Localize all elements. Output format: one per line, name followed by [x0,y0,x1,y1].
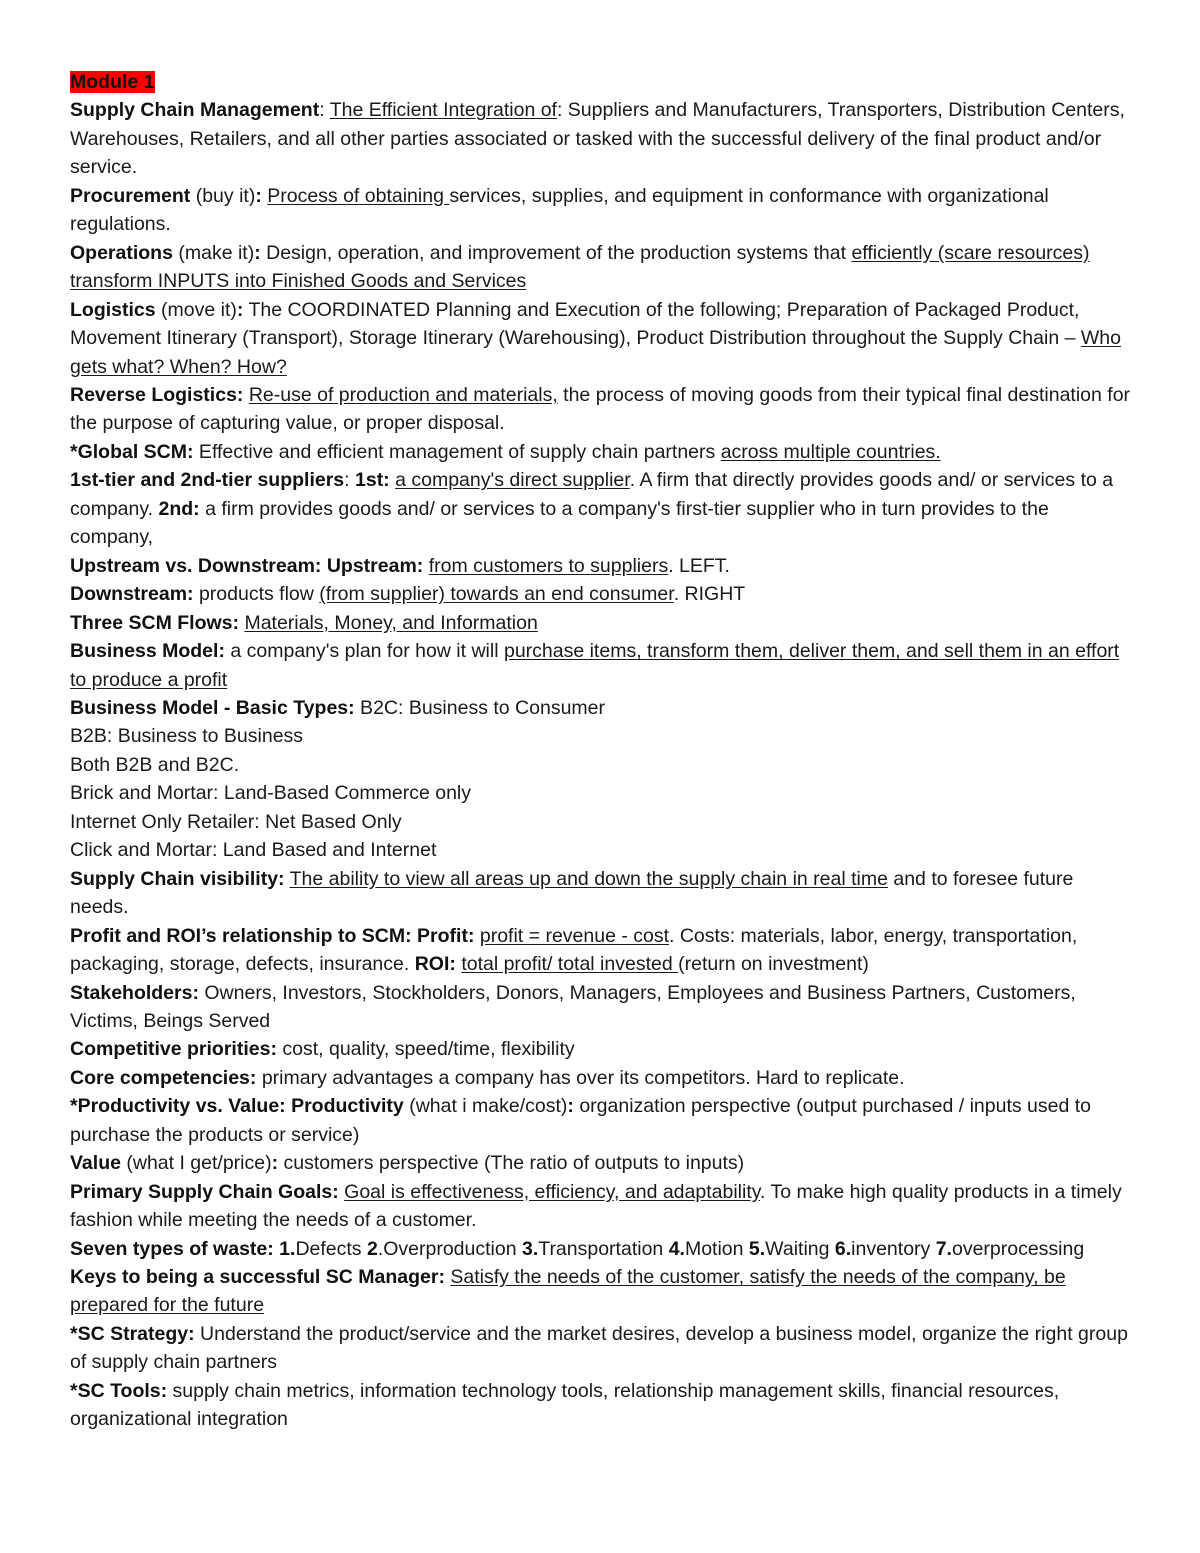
note-paragraph [70,836,1135,864]
bold-term: Value [70,1152,121,1175]
bold-term: *Productivity vs. Value: Productivity [70,1095,404,1118]
note-paragraph [70,182,1135,239]
text-run: Effective and efficient management of supply chain partners [193,440,721,463]
underlined-text: Re-use of production and materials, [248,383,558,406]
bold-term: Supply Chain Management [70,99,320,122]
document-page [70,68,1135,1434]
bold-term: Upstream vs. Downstream: Upstream: [70,554,424,577]
bold-term: : [271,1152,279,1175]
bold-term: : [567,1095,574,1118]
note-paragraph [70,239,1135,296]
text-run: the process of moving goods from their typical final destination for the purpose of capturing value, or proper disposal. [70,383,1131,435]
text-run: services, supplies, and equipment in conformance with organizational regulations. [70,184,1049,236]
note-paragraph [70,1149,1135,1177]
text-run: Owners, Investors, Stockholders, Donors, Managers, Employees and Business Partners, Customers, Victims, Beings Served [70,981,1076,1032]
bold-term: 5. [748,1237,766,1260]
text-run: organization perspective (output purchased / inputs used to purchase the products or service) [70,1095,1091,1146]
text-run: Design, operation, and improvement of the production systems that [260,241,852,264]
note-paragraph [70,1064,1135,1092]
text-run: products flow [193,583,320,606]
text-run: Defects [295,1237,367,1260]
note-paragraph [70,751,1135,779]
underlined-text: (from supplier) towards an end consumer [319,583,674,606]
text-run: : [344,469,355,492]
bold-term: Reverse Logistics: [70,383,244,406]
note-paragraph [70,694,1135,722]
note-paragraph [70,779,1135,807]
underlined-text: purchase items, transform them, deliver them, and sell them in an effort to produce a profit [70,640,1120,691]
note-paragraph [70,96,1135,181]
text-run: B2B: Business to Business [70,725,304,748]
bold-term: Seven types of waste: [70,1237,274,1260]
module-heading-line [70,68,1135,96]
text-run: primary advantages a company has over its competitors. Hard to replicate. [256,1066,905,1089]
bold-term: : [254,241,261,264]
module-heading: Module 1 [70,71,155,93]
bold-term: *SC Strategy: [70,1322,195,1345]
bold-term: 1st: [355,469,390,492]
note-paragraph [70,296,1135,381]
bold-term: 6. [834,1237,852,1260]
bold-term: Operations [70,241,173,264]
note-paragraph [70,865,1135,922]
note-paragraph [70,1178,1135,1235]
text-run: . A firm that directly provides goods and/ or services to a company. [70,469,1114,520]
text-run: customers perspective (The ratio of outputs to inputs) [278,1152,745,1175]
text-run: (what I get/price) [120,1152,272,1175]
underlined-text: Process of obtaining [267,184,450,207]
note-paragraph [70,381,1135,438]
bold-term: *SC Tools: [70,1379,168,1402]
underlined-text: Who gets what? When? How? [70,327,1121,378]
bold-term: Downstream: [70,583,194,606]
note-paragraph [70,722,1135,750]
bold-term: Competitive priorities: [70,1038,277,1061]
bold-term: : [255,184,262,207]
text-run: (make it) [172,241,255,264]
bold-term: Core competencies: [70,1066,257,1089]
text-run: . Costs: materials, labor, energy, transportation, packaging, storage, defects, insurance. [70,924,1078,976]
note-paragraph [70,637,1135,694]
underlined-text: Goal is effectiveness, efficiency, and adaptability [344,1180,761,1203]
text-run: B2C: Business to Consumer [354,696,605,719]
text-run: . RIGHT [673,583,746,606]
note-paragraph [70,1235,1135,1263]
bold-term: 4. [668,1237,685,1260]
note-paragraph [70,1377,1135,1434]
text-run: Internet Only Retailer: Net Based Only [70,810,402,833]
text-run: Transportation [538,1237,669,1260]
text-run: Brick and Mortar: Land-Based Commerce only [70,782,471,805]
bold-term: Business Model: [70,640,225,663]
text-run: The COORDINATED Planning and Execution of the following; Preparation of Packaged Product, Movement Itinerary (Transport), Storage Itinerary (Warehousing), Product Distribution throughout the Supply Chain – [70,298,1081,350]
bold-term: ROI: [414,953,456,976]
bold-term: Supply Chain visibility: [70,867,285,890]
notes-body [70,96,1135,1433]
note-paragraph [70,609,1135,637]
note-paragraph [70,438,1135,466]
text-run: cost, quality, speed/time, flexibility [276,1038,575,1061]
text-run: overprocessing [951,1237,1085,1260]
text-run: (buy it) [190,184,256,207]
note-paragraph [70,580,1135,608]
text-run: (move it) [155,298,237,321]
text-run: inventory [851,1237,936,1260]
underlined-text: The ability to view all areas up and down the supply chain in real time [289,867,888,890]
underlined-text: Satisfy the needs of the customer, satisfy the needs of the company, be prepared for the future [70,1266,1066,1317]
underlined-text: from customers to suppliers [428,554,669,577]
bold-term: Stakeholders: [70,981,199,1004]
note-paragraph [70,808,1135,836]
note-paragraph [70,1263,1135,1320]
text-run: . LEFT. [668,554,730,577]
underlined-text: total profit/ total invested [461,953,679,976]
bold-term: 2 [366,1237,378,1260]
text-run: : Suppliers and Manufacturers, Transporters, Distribution Centers, Warehouses, Retailers, and all other parties associated or tasked with the successful delivery of the final product and/or service. [70,99,1125,179]
bold-term: : [236,298,244,321]
bold-term: *Global SCM: [70,440,194,463]
underlined-text: profit = revenue - cost [479,924,670,947]
note-paragraph [70,552,1135,580]
bold-term: 1st-tier and 2nd-tier suppliers [70,469,345,492]
text-run: a firm provides goods and/ or services to a company's first-tier supplier who in turn provides to the company, [70,497,1049,549]
bold-term: Business Model - Basic Types: [70,696,355,719]
note-paragraph [70,922,1135,979]
bold-term: Profit and ROI’s relationship to SCM: Profit: [70,924,475,947]
text-run: Motion [684,1237,749,1260]
text-run: Waiting [765,1237,835,1260]
text-run: Both B2B and B2C. [70,753,240,776]
note-paragraph [70,1092,1135,1149]
text-run: . To make high quality products in a timely fashion while meeting the needs of a customer. [70,1180,1122,1232]
underlined-text: efficiently (scare resources) transform INPUTS into Finished Goods and Services [70,241,1090,293]
text-run: a company's plan for how it will [224,640,504,663]
note-paragraph [70,1035,1135,1063]
underlined-text: Materials, Money, and Information [244,611,538,634]
bold-term: Logistics [70,298,156,321]
bold-term: Primary Supply Chain Goals: [70,1180,339,1203]
underlined-text: a company's direct supplier [395,469,630,492]
bold-term: Keys to being a successful SC Manager: [70,1266,445,1289]
bold-term: Procurement [70,184,191,207]
text-run: and to foresee future needs. [70,867,1074,919]
text-run: : [319,99,330,122]
underlined-text: across multiple countries. [720,440,941,463]
underlined-text: The Efficient Integration of [329,99,557,122]
text-run: Click and Mortar: Land Based and Internet [70,839,437,862]
text-run: (return on investment) [678,953,869,976]
note-paragraph [70,466,1135,551]
bold-term: Three SCM Flows: [70,611,240,634]
note-paragraph [70,979,1135,1036]
bold-term: 1. [279,1237,296,1260]
bold-term: 7. [935,1237,952,1260]
text-run: supply chain metrics, information technology tools, relationship management skills, financial resources, organizational integration [70,1379,1060,1431]
note-paragraph [70,1320,1135,1377]
text-run: Understand the product/service and the market desires, develop a business model, organize the right group of supply chain partners [70,1322,1128,1374]
text-run: (what i make/cost) [403,1095,568,1118]
bold-term: 2nd: [158,497,200,520]
text-run: .Overproduction [377,1237,522,1260]
bold-term: 3. [521,1237,539,1260]
